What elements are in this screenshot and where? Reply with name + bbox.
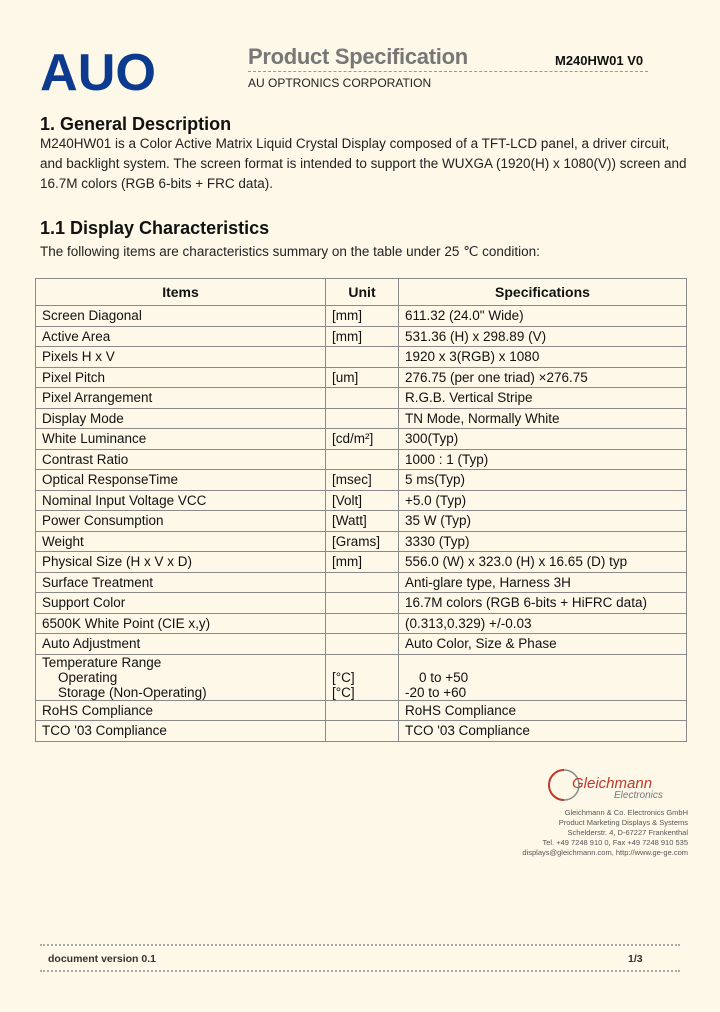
section-heading-display: 1.1 Display Characteristics (40, 218, 270, 238)
company-name: AU OPTRONICS CORPORATION (248, 76, 432, 90)
stamp-address (520, 808, 688, 858)
general-description: M240HW01 is a Color Active Matrix Liquid Crystal Display composed of a TFT-LCD panel, a driver circuit, and backlight system. The screen format is intended to support the WUXGA (1920(H) x 1080(V)) screen and 16.7M colors (RGB 6-bits + FRC data). (40, 136, 687, 191)
item-cell: Pixels H x V (36, 347, 326, 368)
spec-cell: 3330 (Typ) (399, 531, 687, 552)
item-cell: White Luminance (36, 429, 326, 450)
header-items: Items (36, 279, 326, 306)
table-row (36, 531, 687, 552)
footer-divider-top (40, 944, 680, 946)
spec-cell: 300(Typ) (399, 429, 687, 450)
item-cell: Nominal Input Voltage VCC (36, 490, 326, 511)
item-cell: Optical ResponseTime (36, 470, 326, 491)
unit-cell: [cd/m²] (326, 429, 399, 450)
item-cell: Pixel Arrangement (36, 388, 326, 409)
table-row (36, 721, 687, 742)
spec-cell: 1000 : 1 (Typ) (399, 449, 687, 470)
table-row (36, 593, 687, 614)
spec-table-body (36, 306, 687, 742)
stamp-line: Gleichmann & Co. Electronics GmbH (564, 808, 688, 817)
table-row (36, 511, 687, 532)
temperature-label: Temperature Range (42, 654, 162, 670)
item-cell: Active Area (36, 326, 326, 347)
operating-unit: [°C] (332, 669, 355, 685)
spec-cell: (0.313,0.329) +/-0.03 (399, 613, 687, 634)
unit-cell (326, 700, 399, 721)
spec-cell: TN Mode, Normally White (399, 408, 687, 429)
temperature-items (36, 654, 326, 700)
unit-cell: [msec] (326, 470, 399, 491)
spec-cell: TCO '03 Compliance (399, 721, 687, 742)
table-row (36, 306, 687, 327)
unit-cell (326, 634, 399, 655)
spec-cell: 531.36 (H) x 298.89 (V) (399, 326, 687, 347)
unit-cell: [mm] (326, 326, 399, 347)
storage-label: Storage (Non-Operating) (58, 684, 207, 700)
item-cell: Contrast Ratio (36, 449, 326, 470)
item-cell: Pixel Pitch (36, 367, 326, 388)
spec-cell: 5 ms(Typ) (399, 470, 687, 491)
spec-cell: Anti-glare type, Harness 3H (399, 572, 687, 593)
unit-cell: [um] (326, 367, 399, 388)
item-cell: TCO '03 Compliance (36, 721, 326, 742)
document-version: document version 0.1 (48, 953, 156, 965)
auo-logo (40, 48, 158, 94)
unit-cell (326, 593, 399, 614)
item-cell: Screen Diagonal (36, 306, 326, 327)
temperature-values (399, 654, 687, 700)
spec-cell: 556.0 (W) x 323.0 (H) x 16.65 (D) typ (399, 552, 687, 573)
unit-cell: [Volt] (326, 490, 399, 511)
page-number: 1/3 (628, 953, 643, 965)
header-specifications: Specifications (399, 279, 687, 306)
footer-divider-bottom (40, 970, 680, 972)
table-row (36, 613, 687, 634)
stamp-line: Product Marketing Displays & Systems (558, 818, 688, 827)
auo-logo-text: AUO (40, 48, 156, 94)
spec-cell: 16.7M colors (RGB 6-bits + HiFRC data) (399, 593, 687, 614)
table-row (36, 429, 687, 450)
item-cell: RoHS Compliance (36, 700, 326, 721)
spec-cell: 1920 x 3(RGB) x 1080 (399, 347, 687, 368)
stamp-line: Tel. +49 7248 910 0, Fax +49 7248 910 535 (542, 838, 688, 847)
spec-cell: 611.32 (24.0" Wide) (399, 306, 687, 327)
table-row (36, 326, 687, 347)
unit-cell: [Watt] (326, 511, 399, 532)
table-row (36, 490, 687, 511)
spec-cell: 35 W (Typ) (399, 511, 687, 532)
spec-cell: RoHS Compliance (399, 700, 687, 721)
item-cell: Physical Size (H x V x D) (36, 552, 326, 573)
operating-label: Operating (58, 669, 118, 685)
spec-cell: +5.0 (Typ) (399, 490, 687, 511)
item-cell: Power Consumption (36, 511, 326, 532)
item-cell: 6500K White Point (CIE x,y) (36, 613, 326, 634)
stamp-line: Schelderstr. 4, D-67227 Frankenthal (567, 828, 688, 837)
distributor-stamp (520, 762, 690, 862)
model-number: M240HW01 V0 (555, 53, 644, 68)
unit-cell (326, 388, 399, 409)
header-divider (248, 71, 648, 72)
table-row-temperature (36, 654, 687, 700)
unit-cell: [Grams] (326, 531, 399, 552)
spec-cell: 276.75 (per one triad) ×276.75 (399, 367, 687, 388)
unit-cell (326, 408, 399, 429)
unit-cell: [mm] (326, 306, 399, 327)
operating-value: 0 to +50 (419, 669, 469, 685)
stamp-sub: Electronics (614, 790, 663, 801)
item-cell: Surface Treatment (36, 572, 326, 593)
unit-cell (326, 347, 399, 368)
table-row (36, 367, 687, 388)
table-row (36, 408, 687, 429)
table-row (36, 388, 687, 409)
spec-table (35, 278, 687, 742)
table-row (36, 700, 687, 721)
table-row (36, 449, 687, 470)
stamp-brand: Gleichmann (572, 775, 653, 792)
storage-unit: [°C] (332, 684, 355, 700)
unit-cell (326, 721, 399, 742)
section-heading-general: 1. General Description (40, 114, 232, 134)
unit-cell (326, 449, 399, 470)
unit-cell (326, 572, 399, 593)
page-title: Product Specification (248, 44, 468, 69)
table-row (36, 572, 687, 593)
unit-cell: [mm] (326, 552, 399, 573)
item-cell: Support Color (36, 593, 326, 614)
header-unit: Unit (326, 279, 399, 306)
storage-value: -20 to +60 (405, 684, 467, 700)
table-row (36, 634, 687, 655)
stamp-line: displays@gleichmann.com, http://www.ge-ge.com (522, 848, 688, 857)
spec-cell: R.G.B. Vertical Stripe (399, 388, 687, 409)
spec-cell: Auto Color, Size & Phase (399, 634, 687, 655)
table-row (36, 552, 687, 573)
temperature-units (326, 654, 399, 700)
item-cell: Weight (36, 531, 326, 552)
table-row (36, 470, 687, 491)
unit-cell (326, 613, 399, 634)
display-intro: The following items are characteristics summary on the table under 25 ℃ condition: (40, 244, 540, 259)
table-row (36, 347, 687, 368)
gleichmann-logo (548, 766, 698, 804)
item-cell: Auto Adjustment (36, 634, 326, 655)
item-cell: Display Mode (36, 408, 326, 429)
table-header-row (36, 279, 687, 306)
